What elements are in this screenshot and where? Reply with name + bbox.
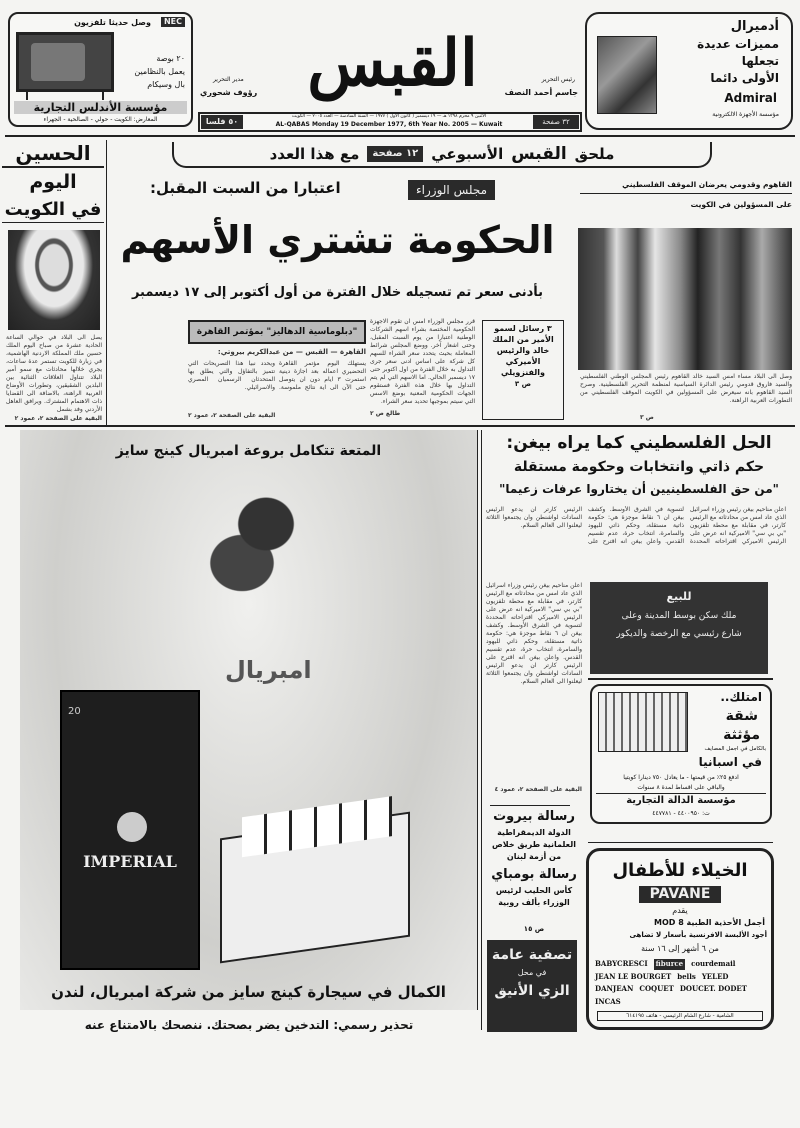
delegation-photo [578,228,792,370]
ad-tv-company: مؤسسة الأندلس التجارية [14,101,187,114]
brand-babycresci: BABYCRESCI [595,959,648,968]
sale-title: للبيع [666,590,692,603]
pavane-divider [588,842,773,843]
messages-page-ref: ص ٣ [514,380,532,388]
brand-courdemail: courdemail [691,959,736,968]
cigarette-pack [60,690,200,970]
price: ٥٠ فلسا [201,115,243,129]
open-cigarette-pack [220,812,410,964]
hussein-continued: البقية على الصفحة ٢، عمود ٢ [14,415,102,422]
apartment-building-photo [598,692,688,752]
ad-tv-brand: NEC [161,17,185,27]
pack-crest-icon [117,812,147,842]
begin-body-column: اعلن مناحيم بيغن رئيس وزراء اسرائيل الذي عاد امس من محادثاته مع الرئيس كارتر، في مقابلة مع محطة تلفزيون "بي بي سي" الاميركية انه عرض على الرئيس الاميركي اقتراحاته المحددة لتسوية في الشرق الأوسط. وكشف بيغن ان ٦ نقاط موجزة هي: حكومة ذاتية مستقلة، وحكم ذاتي لليهود والسامرة، انتخاب حرة، عدم تقسيم القدس. واعلن بيغن انه اقترح على الرئيس كارتر ان يدعو الرئيس السادات لواشنطن وان يجتمعوا الثلاثة ليعلنوا الى العالم السلام. [486,582,582,685]
hussein-headline-2: اليوم [29,171,77,193]
king-hussein-photo [8,230,100,330]
photo-page-ref: ص ٣ [640,414,654,421]
main-headline: الحكومة تشتري الأسهم [120,218,555,262]
brand-jean-le-bourget: JEAN LE BOURGET [595,971,672,981]
date-arabic: الاثنين ٩ محرم ١٣٩٨ هـ — ١٩ ديسمبر ( كانون الاول ) ١٩٧٧ — السنة السادسة — العدد ٢٠٠٥ — الكويت [291,114,487,119]
ad-nec-tv [8,12,193,127]
main-body: قرر مجلس الوزراء امس ان تقوم الاجهزة الحكومية المختصة بشراء اسهم الشركات الوطنية اعتبارا من يوم السبت المقبل، وحتى اشعار آخر. ووضع المجلس شرائط المعاملة بحيث يتحدد سعر الشراء للسهم كل شركة على اساس ادنى سعر جرى التداول به خلال الفترة من اول اكتوبر حتى ١٧ ديسمبر الحالي. اما الاسهم التي لم يتم التداول بها خلال هذه الفترة فستقوم الجهات الحكومية المعنية بوضع الاسس التي سيتم بموجبها تحديد سعر الشراء. [370,318,475,405]
brand-doucet-dodet: DOUCET. DODET [679,984,747,993]
briefs-divider [490,805,570,806]
photo-caption: وصل الى البلاد مساء امس السيد خالد القاهوم رئيس المجلس الوطني الفلسطيني والسيد فاروق قدومي رئيس الدائرة السياسية لمنظمة التحرير الفلسطينية. وصرح السيد القاهوم بانه سيعرض على المسؤولين في الكويت الموقف الفلسطيني من التطورات العربية الراهنة. [580,373,792,404]
ad-admiral-line1: أدميرال [730,19,779,34]
cairo-body: يستهلك اليوم مؤتمر القاهرة التحضيري اعماله بعد اجازة دينية استمرت ٣ ايام دون ان يتوصل حتى الآن الى اية نتائج ملموسة. ويحدد نبيا هذا التصريحات التي تتميز بالتفاؤل والتي يطلق بها المتحدثان الرسميان المصري والاسرائيلي. [188,360,366,391]
apartment-line5: في اسبانيا [698,755,762,769]
supplement-banner [172,142,712,168]
cabinet-badge: مجلس الوزراء [408,180,495,200]
smoking-warning: تحذير رسمي: التدخين يضر بصحتك. ننصحك بالامتناع عنه [84,1018,414,1032]
page-count: ٣٢ صفحة [533,115,579,129]
masthead-logo: القبس [307,26,478,101]
water-skier-image [170,485,330,615]
bombay-title: رسالة بومباي [491,867,577,882]
pavane-address: الشامية - شارع الشام الرئيسي - هاتف ٦١٤١٩٥ [597,1011,763,1021]
left-column-divider [106,140,107,425]
apartment-line1: امتلك.. [720,690,762,704]
ad-tv-size: ٢٠ بوصة [156,54,185,63]
ad-admiral-line2: مميزات عديدة [697,37,779,51]
supplement-prefix: ملحق [574,145,615,163]
apartment-company: مؤسسة الدالة التجارية [596,793,766,808]
pavane-ad [586,848,774,1030]
photo-headline-1: القاهوم وقدومي يعرضان الموقف الفلسطيني [580,180,792,194]
ad-tv-showrooms: المعارض: الكويت - حولي - الصالحية - الجهراء [43,116,158,123]
pack-brand: IMPERIAL [83,852,177,871]
cairo-title: "دبلوماسية الدهاليز" بمؤتمر القاهرة [196,326,358,337]
apartment-line7: والباقي على اقساط لمدة ٨ سنوات [637,784,725,791]
managing-editor-label: مدير التحرير [213,76,244,83]
messages-text: ٣ رسائل لسمو الأمير من الملك خالد والرئيس الأميركي والفنزويلي [492,324,554,377]
editor-in-chief: جاسم أحمد النصف [504,88,578,97]
begin-continued: البقية على الصفحة ٢، عمود ٤ [494,786,582,793]
ad-tv-line2: بال وسيكام [147,80,185,89]
editor-in-chief-label: رئيس التحرير [541,76,575,83]
briefs-page-ref: ص ١٥ [523,925,545,933]
cairo-title-box [188,320,366,344]
clearance-line3: الزي الأنيق [494,983,570,999]
pavane-brand: PAVANE [639,886,721,903]
imperial-brand-arabic: امبريال [225,656,312,684]
apartment-line2: شقة [725,708,758,724]
pavane-item1: أجمل الأحذية الطبية MOD 8 [654,918,765,927]
ads-divider [588,678,773,680]
imperial-slogan: الكمال في سيجارة كينج سايز من شركة امبريال، لندن [51,983,446,1001]
supplement-name: القبس [511,143,567,164]
supplement-pages: ١٢ صفحة [367,146,423,162]
sale-line1: ملك سكن بوسط المدينة وعلى [621,611,737,621]
for-sale-ad [590,582,768,674]
hussein-headline-3: في الكويت [2,197,104,223]
begin-headline-2: حكم ذاتي وانتخابات وحكومة مستقلة [513,459,765,475]
tv-legs [26,92,104,100]
pavane-presents: يقدم [672,906,688,915]
pavane-item2: أجود الألبسة الافرنسية بأسعار لا تضاهى [629,931,767,939]
apartment-line3: مؤثثة [723,727,760,743]
brand-danjean: DANJEAN [595,984,634,993]
pavane-brands [595,959,765,1007]
beirut-title: رسالة بيروت [493,809,575,824]
pavane-title: الخيلاء للأطفال [612,860,748,881]
supplement-suffix: الأسبوعي [431,145,504,163]
brand-incas: INCAS [595,996,621,1006]
date-bar [198,112,582,132]
section-divider [5,425,795,427]
photo-headline-2: على المسؤولين في الكويت [690,200,792,209]
begin-headline-1: الحل الفلسطيني كما يراه بيغن: [506,433,772,453]
ad-admiral-company: مؤسسة الأجهزة الالكترونية [712,111,779,118]
date-english: AL-QABAS Monday 19 December 1977, 6th Year No. 2005 — Kuwait [275,121,503,128]
hussein-headline-1: الحسين [2,140,104,168]
pack-number: 20 [68,706,81,717]
brand-bells: bells [677,971,696,981]
masthead-divider [5,135,795,137]
admiral-product-image [597,36,657,114]
ad-tv-title: وصل حديثا تلفزيون [74,18,151,27]
pavane-ages: من ٦ أشهر إلى ١٦ سنة [641,944,719,953]
messages-box [482,320,564,420]
sale-line2: شارع رئيسي مع الرخصة والديكور [616,629,742,639]
imperial-tagline: المتعة تتكامل بروعة امبريال كينج سايز [115,443,382,459]
ad-admiral-brand: Admiral [724,91,777,105]
brand-coquet: COQUET [639,984,674,993]
begin-body-top: اعلن مناحيم بيغن رئيس وزراء اسرائيل الذي عاد امس من محادثاته مع الرئيس كارتر، في مقابلة مع محطة تلفزيون "بي بي سي" الاميركية انه عرض على الرئيس الاميركي اقتراحاته المحددة لتسوية في الشرق الأوسط. وكشف بيغن ان ٦ نقاط موجزة هي: حكومة ذاتية مستقلة، وحكم ذاتي لليهود والسامرة، انتخاب حرة، عدم تقسيم القدس. واعلن بيغن انه اقترح على الرئيس كارتر ان يدعو الرئيس السادات لواشنطن وان يجتمعوا الثلاثة ليعلنوا الى العالم السلام. [486,506,786,545]
begin-headline-3: "من حق الفلسطينيين أن يختاروا عرفات زعيما" [499,482,779,496]
clearance-line1: تصفية عامة [491,947,573,963]
managing-editor: رؤوف شحوري [200,88,258,97]
cairo-byline: القاهرة — القبس — من عبدالكريم بيروتي: [217,348,366,356]
imperial-ad [20,430,478,1010]
bombay-text: كأس الحليب لرئيس الوزراء بألف روبية [495,886,573,907]
clearance-ad [487,940,577,1032]
apartment-line6: ادفع ٢٥٪ من قيمتها - ما يعادل ٧٥٠ دينارا كويتيا [623,774,739,781]
ad-admiral-line3: تجعلها [741,54,779,68]
apartment-phone: ت: ٤٤٠٠٩٥٠ - ٤٤٧٧٨١ [652,810,710,817]
spain-apartment-ad [590,684,772,824]
main-subhead: بأدنى سعر تم تسجيله خلال الفترة من أول أكتوبر إلى ١٧ ديسمبر [131,285,544,300]
cairo-continued: البقية على الصفحة ٢، عمود ٢ [188,412,276,419]
ad-admiral [585,12,793,130]
brand-yeled: YELED [701,971,729,981]
supplement-tail: مع هذا العدد [269,145,360,163]
beirut-text: الدولة الديمقراطية العلمانية طريق خلاص من أزمة لبنان [492,828,576,861]
ad-admiral-line4: الأولى دائما [710,71,779,85]
clearance-line2: في محل [517,968,547,977]
main-kicker: اعتبارا من السبت المقبل: [150,179,341,197]
apartment-line4: بالكامل في اجمل المصايف [704,746,766,752]
ad-tv-line1: يعمل بالنظامين [134,67,185,76]
brand-fiburce: fiburce [655,959,684,968]
begin-story-border [481,430,482,1030]
main-continued: طالع ص ٢ [370,410,401,417]
tv-illustration [16,32,114,92]
hussein-body: يصل الى البلاد في حوالي الساعة الحادية عشرة من صباح اليوم الملك حسين ملك المملكة الاردنية الهاشمية، في زيارة للكويت تستمر عدة ساعات، يجري خلالها محادثات مع سمو أمير البلاد تتناول العلاقات الثنائية بين البلدين الشقيقين، وتطورات الأوضاع العربية الراهنة، بالاضافة الى القضايا ذات الاهتمام المشترك. ويرافق العاهل الأردني وفد بشمل [6,334,102,413]
